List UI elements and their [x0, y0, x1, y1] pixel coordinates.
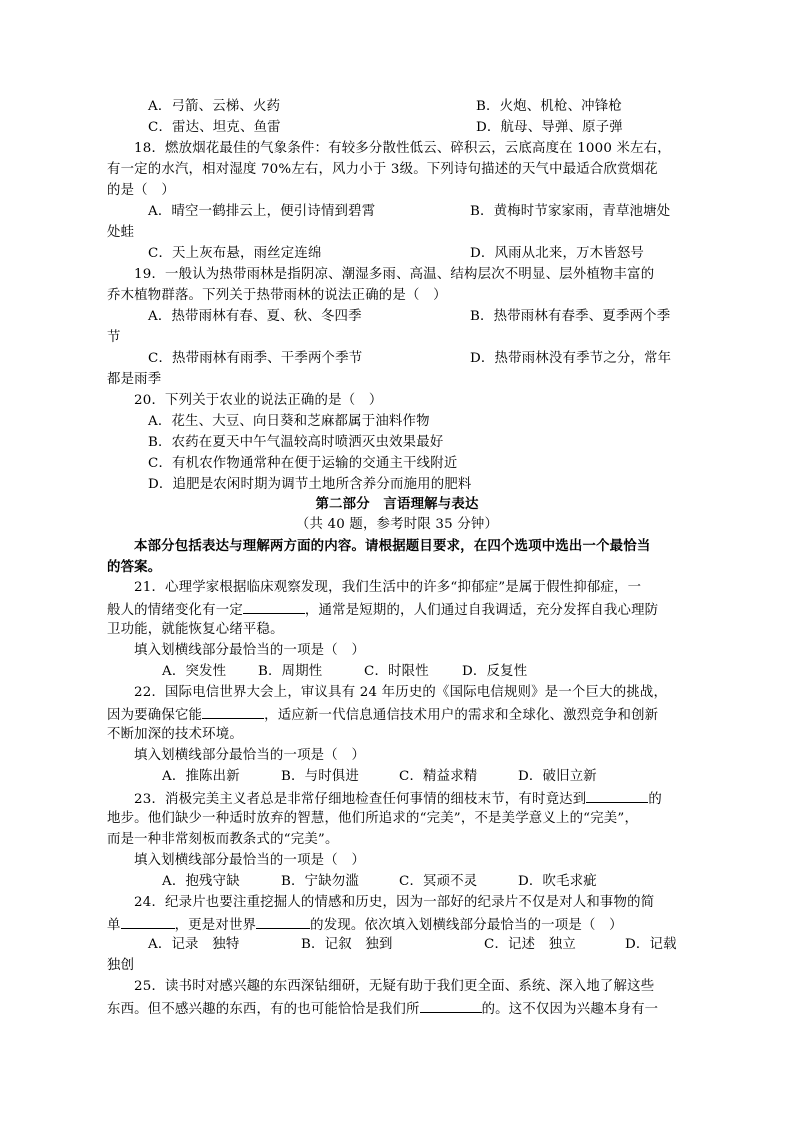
- section-intro-line2: 的答案。: [107, 559, 162, 575]
- q19-option-b-cont: 节: [107, 330, 121, 345]
- q22-option-b: B．与时俱进: [281, 769, 359, 784]
- q19-stem-line2: 乔木植物群落。下列关于热带雨林的说法正确的是（ ）: [107, 288, 447, 303]
- q19-option-d-cont: 都是雨季: [107, 372, 162, 387]
- q24-stem-line2-start: 单: [107, 918, 121, 933]
- q17-option-b: B．火炮、机枪、冲锋枪: [476, 99, 622, 114]
- section-title: 第二部分 言语理解与表达: [315, 496, 479, 512]
- q23-option-b: B．宁缺勿滥: [281, 874, 359, 889]
- q22-option-d: D．破旧立新: [518, 769, 597, 784]
- q22-stem-line1: 22．国际电信世界大会上，审议具有 24 年历史的《国际电信规则》是一个巨大的挑战，: [134, 685, 668, 700]
- q22-option-a: A．推陈出新: [162, 769, 240, 784]
- q25-stem-line1: 25．读书时对感兴趣的东西深钻细研，无疑有助于我们更全面、系统、深入地了解这些: [134, 979, 655, 994]
- q18-option-b-cont: 处蛙: [107, 225, 135, 240]
- q25-stem-line2-end: 的。这不仅因为兴趣本身有一: [481, 1002, 659, 1017]
- answer-blank: [202, 704, 264, 719]
- q20-stem: 20．下列关于农业的说法正确的是（ ）: [134, 393, 383, 408]
- q19-option-c: C．热带雨林有雨季、干季两个季节: [148, 351, 363, 366]
- q24-option-d-cont: 独创: [107, 958, 135, 973]
- q21-stem-line3: 卫功能，就能恢复心绪平稳。: [107, 622, 284, 637]
- q19-stem-line1: 19．一般认为热带雨林是指阴凉、潮湿多雨、高温、结构层次不明显、层外植物丰富的: [134, 267, 655, 282]
- q24-stem-line2-end: 的发现。依次填入划横线部分最恰当的一项是（ ）: [310, 918, 623, 933]
- q17-option-a: A．弓箭、云梯、火药: [148, 99, 281, 114]
- q18-stem-line3: 的是（ ）: [107, 183, 175, 198]
- q18-option-d: D．风雨从北来，万木皆怒号: [470, 246, 645, 261]
- q18-option-a: A．晴空一鹤排云上，便引诗情到碧霄: [148, 204, 376, 219]
- q23-stem-line1: [134, 788, 662, 810]
- q21-option-a: A．突发性: [162, 664, 227, 679]
- q23-stem-line1-start: 23．消极完美主义者总是非常仔细地检查任何事情的细枝末节，有时竟达到: [134, 792, 587, 807]
- answer-blank: [121, 914, 175, 929]
- q24-option-c: C．记述 独立: [484, 937, 576, 952]
- q22-stem-line3: 不断加深的技术环境。: [107, 727, 243, 742]
- q19-option-a: A．热带雨林有春、夏、秋、冬四季: [148, 309, 362, 324]
- q22-option-c: C．精益求精: [399, 769, 478, 784]
- q24-stem-line2-mid: ，更是对世界: [174, 918, 257, 933]
- q21-stem-line1: 21．心理学家根据临床观察发现，我们生活中的许多“抑郁症”是属于假性抑郁症，一: [134, 580, 642, 595]
- q21-stem-line2-end: ，通常是短期的，人们通过自我调适，充分发挥自我心理防: [304, 603, 659, 618]
- q18-stem-line2: 有一定的水汽，相对湿度 70%左右，风力小于 3级。下列诗句描述的天气中最适合欣赏烟花: [107, 162, 658, 177]
- q22-stem-line2: [107, 704, 658, 726]
- q17-option-d: D．航母、导弹、原子弹: [476, 120, 623, 135]
- q21-prompt: 填入划横线部分最恰当的一项是（ ）: [134, 643, 366, 658]
- q21-stem-line2-start: 般人的情绪变化有一定: [107, 603, 243, 618]
- q21-stem-line2: [107, 599, 658, 621]
- q18-option-b: B．黄梅时节家家雨，青草池塘处: [470, 204, 671, 219]
- q20-option-b: B．农药在夏天中午气温较高时喷洒灭虫效果最好: [148, 435, 444, 450]
- q21-option-b: B．周期性: [258, 664, 323, 679]
- answer-blank: [420, 998, 482, 1013]
- q23-stem-line3: 而是一种非常刻板而教条式的“完美”。: [107, 832, 339, 847]
- section-subtitle: （共 40 题，参考时限 35 分钟）: [295, 517, 499, 532]
- q25-stem-line2: [107, 998, 658, 1020]
- q23-option-a: A．抱残守缺: [162, 874, 240, 889]
- q17-option-c: C．雷达、坦克、鱼雷: [148, 120, 281, 135]
- q21-option-c: C．时限性: [364, 664, 429, 679]
- q19-option-d: D．热带雨林没有季节之分，常年: [470, 351, 672, 366]
- q23-stem-line1-end: 的: [648, 792, 662, 807]
- q23-stem-line2: 地步。他们缺少一种适时放弃的智慧，他们所追求的“完美”，不是美学意义上的“完美”，: [107, 811, 639, 826]
- q24-stem-line2: [107, 914, 623, 936]
- q21-option-d: D．反复性: [462, 664, 528, 679]
- q23-option-d: D．吹毛求疵: [518, 874, 597, 889]
- q22-stem-line2-start: 因为要确保它能: [107, 708, 203, 723]
- q23-option-c: C．冥顽不灵: [399, 874, 478, 889]
- q24-option-d: D．记载: [625, 937, 677, 952]
- answer-blank: [243, 599, 305, 614]
- q18-option-c: C．天上灰布悬，雨丝定连绵: [148, 246, 322, 261]
- q20-option-d: D．追肥是农闲时期为调节土地所含养分而施用的肥料: [148, 477, 472, 492]
- answer-blank: [256, 914, 310, 929]
- q22-stem-line2-end: ，适应新一代信息通信技术用户的需求和全球化、激烈竞争和创新: [264, 708, 659, 723]
- q23-prompt: 填入划横线部分最恰当的一项是（ ）: [134, 853, 366, 868]
- q22-prompt: 填入划横线部分最恰当的一项是（ ）: [134, 748, 366, 763]
- q19-option-b: B．热带雨林有春季、夏季两个季: [470, 309, 671, 324]
- q24-option-a: A．记录 独特: [148, 937, 240, 952]
- q20-option-c: C．有机农作物通常种在便于运输的交通主干线附近: [148, 456, 458, 471]
- answer-blank: [586, 788, 648, 803]
- q24-stem-line1: 24．纪录片也要注重挖掘人的情感和历史，因为一部好的纪录片不仅是对人和事物的简: [134, 895, 655, 910]
- q24-option-b: B．记叙 独到: [301, 937, 393, 952]
- q20-option-a: A．花生、大豆、向日葵和芝麻都属于油料作物: [148, 414, 430, 429]
- section-intro-line1: 本部分包括表达与理解两方面的内容。请根据题目要求，在四个选项中选出一个最恰当: [134, 538, 651, 554]
- q18-stem-line1: 18．燃放烟花最佳的气象条件：有较多分散性低云、碎积云，云底高度在 1000 米左右，: [134, 141, 671, 156]
- q25-stem-line2-start: 东西。但不感兴趣的东西，有的也可能恰恰是我们所: [107, 1002, 420, 1017]
